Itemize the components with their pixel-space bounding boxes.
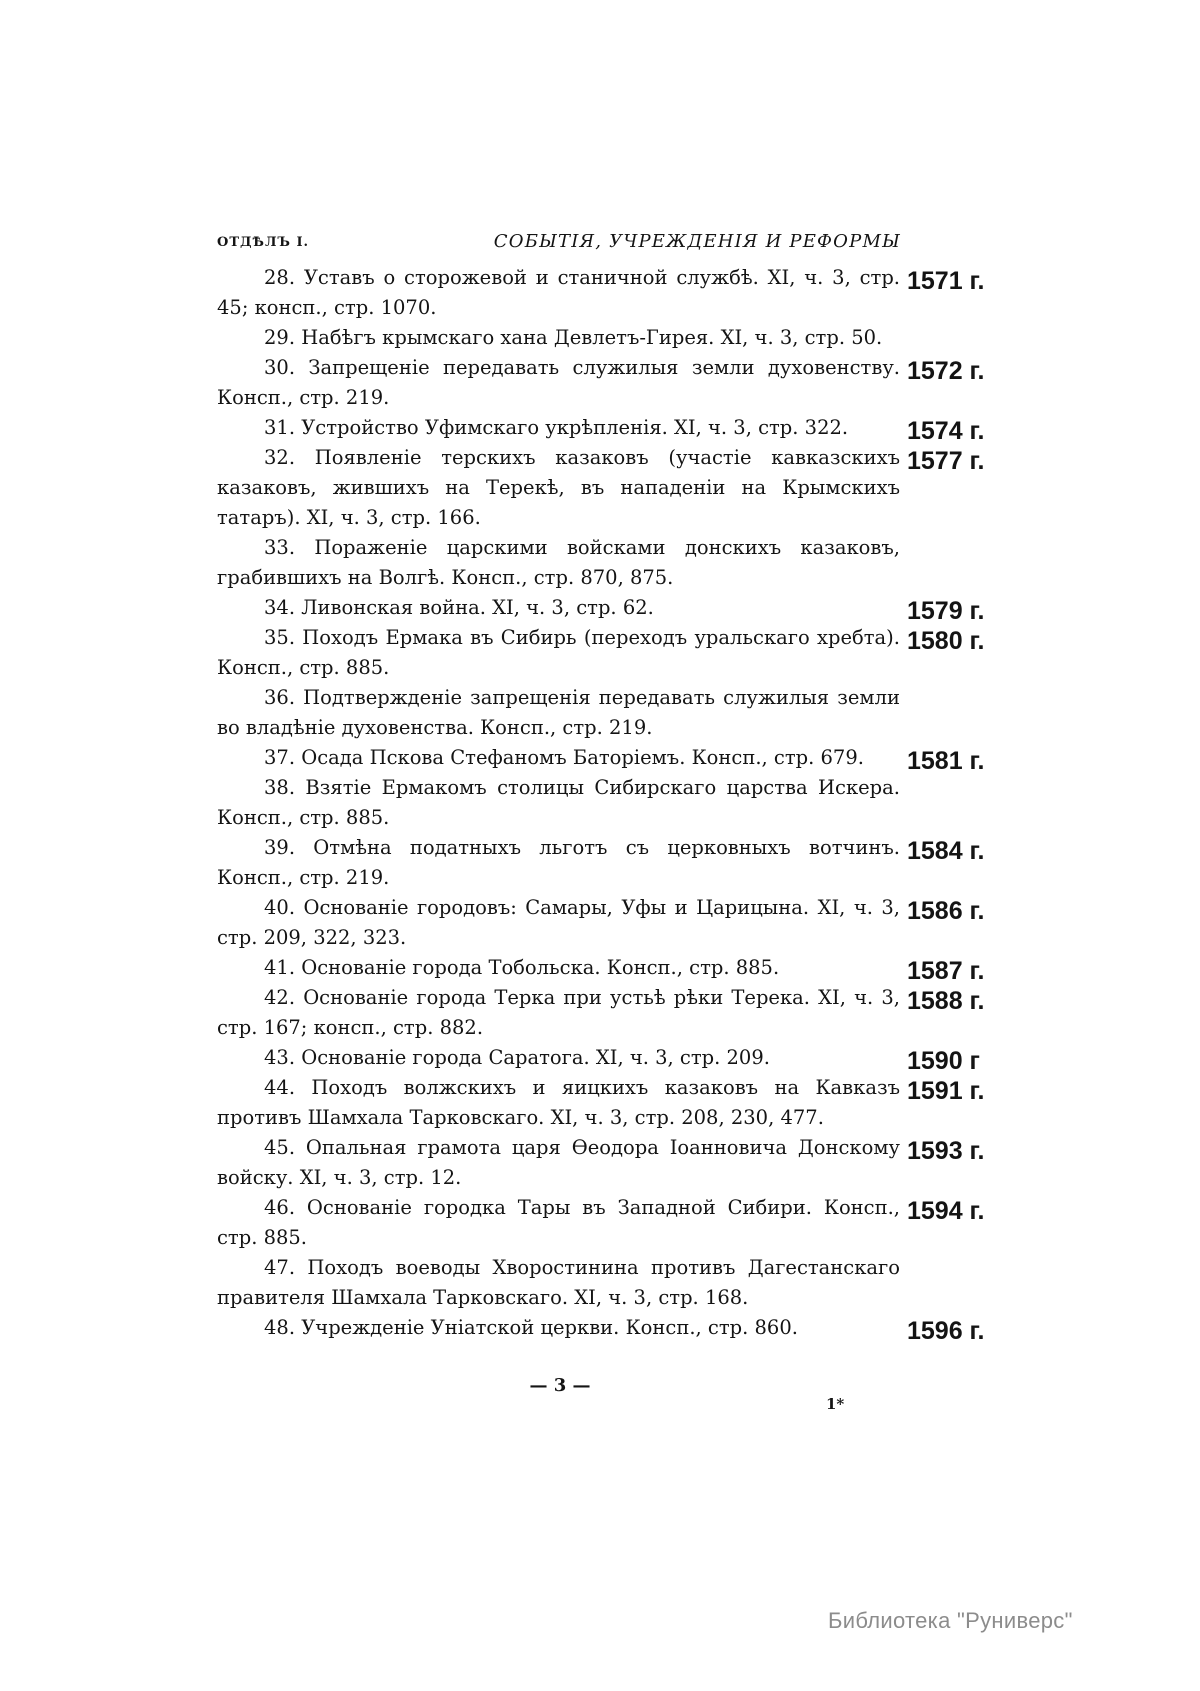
entry-year: 1579 г. [907,597,985,625]
chronology-entry [217,413,985,445]
entry-text: 31. Устройство Уфимскаго укрѣпленія. XI, ч. 3, стр. 322. [264,416,849,439]
entry-text: 39. Отмѣна податныхъ льготъ съ церковныхъ вотчинъ. Консп., стр. 219. [217,836,900,889]
entry-text: 34. Ливонская война. XI, ч. 3, стр. 62. [264,596,654,619]
entry-text: 44. Походъ волжскихъ и яицкихъ казаковъ на Кавказъ противъ Шамхала Тарковскаго. XI, ч. 3, стр. 208, 230, 477. [217,1076,900,1129]
chronology-entry [217,353,985,413]
page-number: — 3 — [529,1375,591,1396]
entry-year: 1574 г. [907,417,985,445]
chronology-entry [217,893,985,953]
entry-year: 1588 г. [907,987,985,1015]
chronology-entry [217,773,900,833]
entry-text: 37. Осада Пскова Стефаномъ Баторіемъ. Консп., стр. 679. [264,746,864,769]
entry-year: 1596 г. [907,1317,985,1345]
chronology-entry [217,1253,900,1313]
chronology-entry [217,443,985,533]
entry-text: 36. Подтвержденіе запрещенія передавать служилыя земли во владѣніе духовенства. Консп., стр. 219. [217,686,900,739]
entry-text: 40. Основаніе городовъ: Самары, Уфы и Царицына. XI, ч. 3, стр. 209, 322, 323. [217,896,900,949]
entry-year: 1586 г. [907,897,985,925]
entry-text: 43. Основаніе города Саратога. XI, ч. 3, стр. 209. [264,1046,770,1069]
entry-year: 1580 г. [907,627,985,655]
entry-year: 1581 г. [907,747,985,775]
chronology-entry [217,1043,980,1075]
entry-text: 46. Основаніе городка Тары въ Западной Сибири. Консп., стр. 885. [217,1196,900,1249]
chronology-entry [217,683,900,743]
chronology-entry [217,953,985,985]
entry-text: 32. Появленіе терскихъ казаковъ (участіе кавказскихъ казаковъ, жившихъ на Терекѣ, въ нападеніи на Крымскихъ татаръ). XI, ч. 3, стр. 166. [217,446,900,529]
chronology-entry [217,623,985,683]
entry-year: 1591 г. [907,1077,985,1105]
entry-year: 1594 г. [907,1197,985,1225]
entry-text: 48. Учрежденіе Уніатской церкви. Консп., стр. 860. [264,1316,798,1339]
entry-text: 41. Основаніе города Тобольска. Консп., стр. 885. [264,956,780,979]
chronology-entry [217,1193,985,1253]
entry-year: 1584 г. [907,837,985,865]
chronology-entry [217,833,985,893]
section-label: ОТДѢЛЪ I. [217,235,310,250]
running-header [217,231,901,261]
entry-text: 45. Опальная грамота царя Ѳеодора Іоанновича Донскому войску. XI, ч. 3, стр. 12. [217,1136,900,1189]
entry-text: 42. Основаніе города Терка при устьѣ рѣки Терека. XI, ч. 3, стр. 167; консп., стр. 882. [217,986,900,1039]
chronology-entry [217,983,985,1043]
entry-text: 28. Уставъ о сторожевой и станичной службѣ. XI, ч. 3, стр. 45; консп., стр. 1070. [217,266,900,319]
entry-text: 35. Походъ Ермака въ Сибирь (переходъ уральскаго хребта). Консп., стр. 885. [217,626,900,679]
chronology-entry [217,1133,985,1193]
signature-mark: 1* [826,1395,845,1413]
entry-text: 47. Походъ воеводы Хворостинина противъ Дагестанскаго правителя Шамхала Тарковскаго. XI, ч. 3, стр. 168. [217,1256,900,1309]
chronology-entry [217,323,900,353]
chronology-entry [217,1073,985,1133]
running-title: СОБЫТІЯ, УЧРЕЖДЕНІЯ И РЕФОРМЫ [493,231,901,252]
entry-year: 1590 г [907,1047,980,1075]
entry-year: 1587 г. [907,957,985,985]
entry-year: 1577 г. [907,447,985,475]
entry-year: 1571 г. [907,267,985,295]
entry-text: 33. Пораженіе царскими войсками донскихъ казаковъ, грабившихъ на Волгѣ. Консп., стр. 870, 875. [217,536,900,589]
chronology-entry [217,743,985,775]
entry-text: 30. Запрещеніе передавать служилыя земли духовенству. Консп., стр. 219. [217,356,900,409]
chronology-list [217,263,985,1345]
chronology-entry [217,593,985,625]
library-watermark: Библиотека "Руниверс" [828,1608,1073,1633]
chronology-entry [217,533,900,593]
chronology-entry [217,263,985,323]
entry-text: 29. Набѣгъ крымскаго хана Девлетъ-Гирея. XI, ч. 3, стр. 50. [264,326,883,349]
entry-year: 1593 г. [907,1137,985,1165]
chronology-entry [217,1313,985,1345]
entry-text: 38. Взятіе Ермакомъ столицы Сибирскаго царства Искера. Консп., стр. 885. [217,776,900,829]
entry-year: 1572 г. [907,357,985,385]
